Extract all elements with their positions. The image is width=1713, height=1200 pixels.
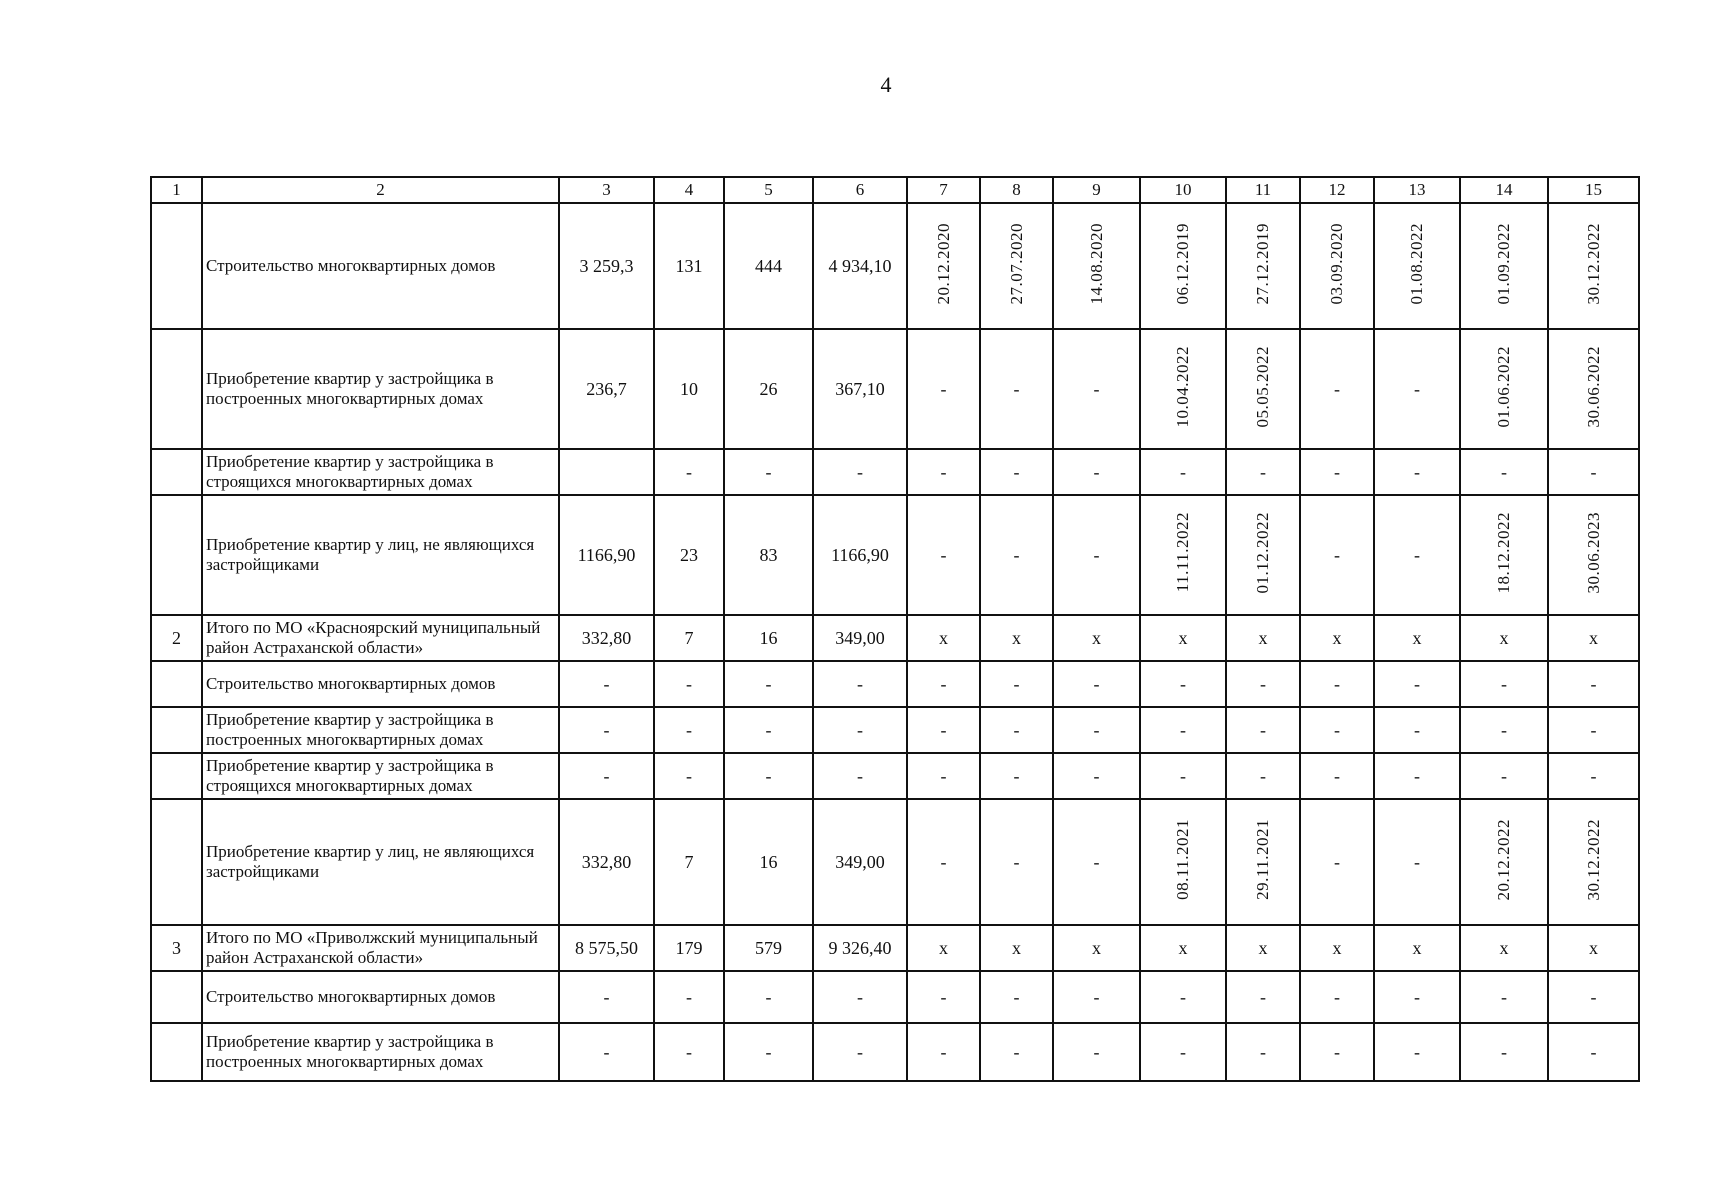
date-value: 27.07.2020 (1006, 222, 1026, 305)
row-name-cell: Приобретение квартир у застройщика в построенных многоквартирных домах (202, 1023, 559, 1081)
value-cell: 4 934,10 (813, 203, 907, 329)
value-cell: - (1548, 971, 1639, 1023)
date-cell (1548, 799, 1639, 925)
value-cell: - (1140, 971, 1226, 1023)
value-cell: 23 (654, 495, 724, 615)
value-cell: 1166,90 (813, 495, 907, 615)
date-value: 11.11.2022 (1173, 512, 1192, 593)
date-value: 20.12.2022 (1494, 818, 1513, 901)
row-index-cell (151, 495, 202, 615)
column-number-header: 8 (980, 177, 1053, 203)
date-value: 01.09.2022 (1494, 222, 1513, 305)
row-name-cell: Итого по МО «Красноярский муниципальный район Астраханской области» (202, 615, 559, 661)
value-cell: - (1226, 1023, 1300, 1081)
date-cell (907, 203, 980, 329)
date-cell (1053, 203, 1140, 329)
value-cell: - (1374, 753, 1460, 799)
row-name-cell: Приобретение квартир у застройщика в построенных многоквартирных домах (202, 329, 559, 449)
value-cell: - (654, 661, 724, 707)
date-cell (1226, 799, 1300, 925)
date-value: 01.12.2022 (1253, 511, 1272, 594)
table-row (151, 449, 1639, 495)
value-cell: - (724, 707, 813, 753)
value-cell: - (980, 799, 1053, 925)
value-cell: - (1374, 971, 1460, 1023)
table-row (151, 661, 1639, 707)
value-cell: - (1140, 449, 1226, 495)
table-row (151, 495, 1639, 615)
date-value: 20.12.2020 (933, 222, 953, 305)
column-number-header: 6 (813, 177, 907, 203)
value-cell: - (1374, 799, 1460, 925)
value-cell: - (1548, 449, 1639, 495)
date-cell (1140, 799, 1226, 925)
value-cell: x (980, 615, 1053, 661)
value-cell: x (1374, 925, 1460, 971)
table-row (151, 925, 1639, 971)
value-cell: - (907, 329, 980, 449)
column-number-header: 2 (202, 177, 559, 203)
value-cell: - (559, 753, 654, 799)
row-name-cell: Строительство многоквартирных домов (202, 971, 559, 1023)
date-cell (1548, 329, 1639, 449)
column-number-header: 1 (151, 177, 202, 203)
date-cell (1300, 203, 1374, 329)
value-cell: - (813, 971, 907, 1023)
value-cell: x (907, 615, 980, 661)
column-number-header: 9 (1053, 177, 1140, 203)
date-cell (1226, 203, 1300, 329)
value-cell: - (980, 661, 1053, 707)
row-name-cell: Приобретение квартир у застройщика в строящихся многоквартирных домах (202, 753, 559, 799)
value-cell: 179 (654, 925, 724, 971)
value-cell: 444 (724, 203, 813, 329)
date-cell (1140, 203, 1226, 329)
row-name-cell: Строительство многоквартирных домов (202, 203, 559, 329)
value-cell: - (907, 971, 980, 1023)
value-cell: - (813, 661, 907, 707)
value-cell (559, 449, 654, 495)
value-cell: x (1300, 615, 1374, 661)
value-cell: - (1300, 329, 1374, 449)
value-cell: - (1374, 495, 1460, 615)
value-cell: 579 (724, 925, 813, 971)
table-row (151, 203, 1639, 329)
value-cell: 8 575,50 (559, 925, 654, 971)
value-cell: - (980, 1023, 1053, 1081)
value-cell: - (907, 753, 980, 799)
value-cell: - (907, 495, 980, 615)
value-cell: - (1374, 1023, 1460, 1081)
date-cell (1226, 495, 1300, 615)
value-cell: - (1053, 449, 1140, 495)
value-cell: - (1548, 753, 1639, 799)
column-number-header: 15 (1548, 177, 1639, 203)
value-cell: - (1300, 799, 1374, 925)
row-index-cell (151, 1023, 202, 1081)
value-cell: - (980, 707, 1053, 753)
date-cell (1460, 495, 1548, 615)
value-cell: - (559, 661, 654, 707)
value-cell: x (1140, 615, 1226, 661)
column-number-header: 4 (654, 177, 724, 203)
value-cell: - (1140, 707, 1226, 753)
column-number-header: 13 (1374, 177, 1460, 203)
value-cell: - (1460, 661, 1548, 707)
value-cell: 236,7 (559, 329, 654, 449)
value-cell: - (907, 661, 980, 707)
value-cell: - (980, 329, 1053, 449)
value-cell: - (1460, 449, 1548, 495)
value-cell: - (1053, 707, 1140, 753)
value-cell: - (724, 753, 813, 799)
date-value: 14.08.2020 (1086, 222, 1106, 305)
value-cell: x (1460, 615, 1548, 661)
value-cell: - (559, 707, 654, 753)
value-cell: x (980, 925, 1053, 971)
column-number-header: 11 (1226, 177, 1300, 203)
value-cell: - (1374, 329, 1460, 449)
date-value: 08.11.2021 (1173, 819, 1192, 900)
date-value: 01.06.2022 (1494, 345, 1513, 428)
row-name-cell: Приобретение квартир у застройщика в построенных многоквартирных домах (202, 707, 559, 753)
row-name-cell: Итого по МО «Приволжский муниципальный район Астраханской области» (202, 925, 559, 971)
value-cell: 10 (654, 329, 724, 449)
value-cell: - (813, 707, 907, 753)
value-cell: - (1374, 449, 1460, 495)
value-cell: - (1226, 971, 1300, 1023)
value-cell: - (654, 1023, 724, 1081)
row-index-cell: 2 (151, 615, 202, 661)
row-index-cell (151, 661, 202, 707)
row-index-cell (151, 329, 202, 449)
value-cell: - (1300, 1023, 1374, 1081)
column-number-header: 14 (1460, 177, 1548, 203)
value-cell: - (813, 1023, 907, 1081)
date-value: 03.09.2020 (1327, 222, 1346, 305)
row-index-cell (151, 971, 202, 1023)
row-index-cell (151, 203, 202, 329)
value-cell: 332,80 (559, 615, 654, 661)
date-value: 29.11.2021 (1253, 819, 1272, 900)
date-value: 30.12.2022 (1583, 818, 1603, 901)
value-cell: x (1053, 925, 1140, 971)
table-row (151, 799, 1639, 925)
date-cell (1460, 203, 1548, 329)
value-cell: - (1140, 1023, 1226, 1081)
value-cell: x (1226, 615, 1300, 661)
row-name-cell: Приобретение квартир у застройщика в строящихся многоквартирных домах (202, 449, 559, 495)
value-cell: x (907, 925, 980, 971)
date-cell (1460, 329, 1548, 449)
value-cell: 26 (724, 329, 813, 449)
value-cell: - (724, 971, 813, 1023)
date-cell (1140, 495, 1226, 615)
row-name-cell: Строительство многоквартирных домов (202, 661, 559, 707)
value-cell: - (1053, 329, 1140, 449)
value-cell: - (1140, 661, 1226, 707)
table-row (151, 329, 1639, 449)
table-row (151, 707, 1639, 753)
date-value: 10.04.2022 (1173, 345, 1192, 428)
value-cell: - (1300, 971, 1374, 1023)
value-cell: - (1548, 661, 1639, 707)
value-cell: - (907, 1023, 980, 1081)
value-cell: - (654, 971, 724, 1023)
value-cell: - (1460, 1023, 1548, 1081)
value-cell: 3 259,3 (559, 203, 654, 329)
date-cell (1374, 203, 1460, 329)
date-value: 27.12.2019 (1253, 222, 1272, 305)
date-cell (980, 203, 1053, 329)
value-cell: - (980, 495, 1053, 615)
value-cell: - (1300, 661, 1374, 707)
date-value: 30.12.2022 (1583, 222, 1603, 305)
column-number-header: 5 (724, 177, 813, 203)
value-cell: - (724, 449, 813, 495)
value-cell: 367,10 (813, 329, 907, 449)
value-cell: - (559, 1023, 654, 1081)
value-cell: x (1300, 925, 1374, 971)
value-cell: - (1300, 753, 1374, 799)
value-cell: - (1226, 753, 1300, 799)
value-cell: x (1226, 925, 1300, 971)
column-number-header: 10 (1140, 177, 1226, 203)
row-index-cell (151, 449, 202, 495)
value-cell: - (724, 661, 813, 707)
value-cell: - (654, 449, 724, 495)
value-cell: 349,00 (813, 615, 907, 661)
value-cell: - (1300, 707, 1374, 753)
value-cell: 349,00 (813, 799, 907, 925)
date-cell (1226, 329, 1300, 449)
value-cell: - (980, 971, 1053, 1023)
value-cell: - (1300, 449, 1374, 495)
page-number: 4 (880, 72, 892, 97)
value-cell: - (980, 449, 1053, 495)
value-cell: - (1300, 495, 1374, 615)
value-cell: 7 (654, 799, 724, 925)
date-value: 06.12.2019 (1173, 222, 1192, 305)
value-cell: 16 (724, 799, 813, 925)
header-row (151, 177, 1639, 203)
table-row (151, 1023, 1639, 1081)
date-value: 30.06.2023 (1583, 511, 1603, 594)
value-cell: - (1053, 753, 1140, 799)
row-name-cell: Приобретение квартир у лиц, не являющихся застройщиками (202, 799, 559, 925)
date-cell (1548, 203, 1639, 329)
value-cell: 7 (654, 615, 724, 661)
value-cell: x (1140, 925, 1226, 971)
value-cell: - (1053, 1023, 1140, 1081)
value-cell: - (1548, 1023, 1639, 1081)
value-cell: 16 (724, 615, 813, 661)
value-cell: - (1548, 707, 1639, 753)
value-cell: - (813, 753, 907, 799)
value-cell: - (980, 753, 1053, 799)
table-row (151, 971, 1639, 1023)
value-cell: 9 326,40 (813, 925, 907, 971)
value-cell: - (559, 971, 654, 1023)
table-row (151, 615, 1639, 661)
value-cell: - (1460, 971, 1548, 1023)
value-cell: - (907, 449, 980, 495)
column-number-header: 7 (907, 177, 980, 203)
date-cell (1548, 495, 1639, 615)
value-cell: - (1460, 707, 1548, 753)
value-cell: x (1053, 615, 1140, 661)
value-cell: - (1226, 449, 1300, 495)
date-value: 18.12.2022 (1494, 511, 1513, 594)
value-cell: - (1140, 753, 1226, 799)
value-cell: x (1548, 925, 1639, 971)
value-cell: - (654, 753, 724, 799)
value-cell: x (1548, 615, 1639, 661)
date-value: 01.08.2022 (1407, 222, 1426, 305)
value-cell: - (1460, 753, 1548, 799)
date-cell (1140, 329, 1226, 449)
table-row (151, 753, 1639, 799)
value-cell: - (1053, 799, 1140, 925)
data-table (150, 176, 1640, 1082)
date-value: 05.05.2022 (1253, 345, 1272, 428)
value-cell: - (1053, 495, 1140, 615)
row-index-cell (151, 753, 202, 799)
column-number-header: 3 (559, 177, 654, 203)
value-cell: - (1374, 661, 1460, 707)
date-cell (1460, 799, 1548, 925)
value-cell: x (1374, 615, 1460, 661)
row-index-cell (151, 707, 202, 753)
date-value: 30.06.2022 (1583, 345, 1603, 428)
value-cell: - (724, 1023, 813, 1081)
value-cell: - (654, 707, 724, 753)
value-cell: 131 (654, 203, 724, 329)
value-cell: - (813, 449, 907, 495)
column-number-header: 12 (1300, 177, 1374, 203)
value-cell: - (1053, 661, 1140, 707)
row-name-cell: Приобретение квартир у лиц, не являющихся застройщиками (202, 495, 559, 615)
value-cell: 332,80 (559, 799, 654, 925)
row-index-cell: 3 (151, 925, 202, 971)
value-cell: - (1374, 707, 1460, 753)
value-cell: 83 (724, 495, 813, 615)
value-cell: 1166,90 (559, 495, 654, 615)
value-cell: - (1226, 707, 1300, 753)
value-cell: - (907, 799, 980, 925)
value-cell: - (1226, 661, 1300, 707)
value-cell: - (907, 707, 980, 753)
row-index-cell (151, 799, 202, 925)
value-cell: - (1053, 971, 1140, 1023)
value-cell: x (1460, 925, 1548, 971)
